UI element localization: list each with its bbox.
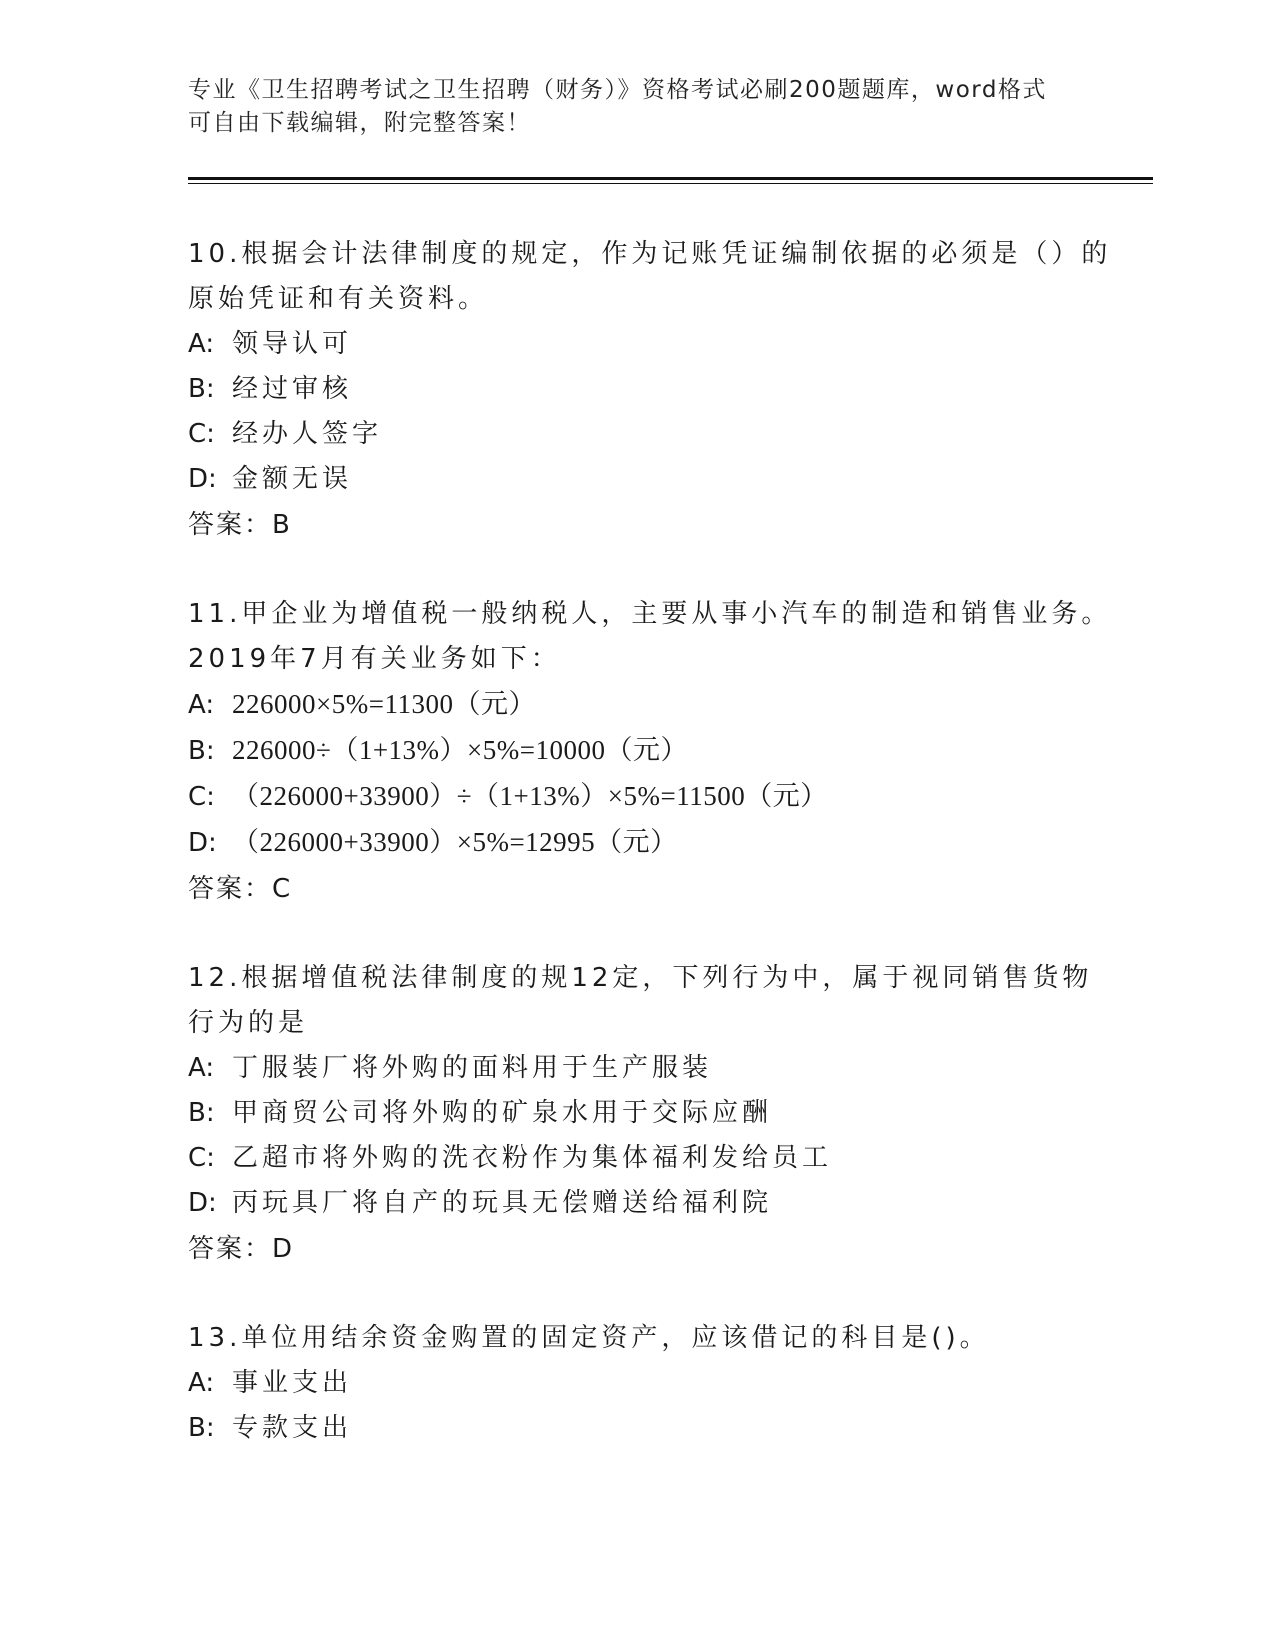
option-label: A: (188, 1053, 215, 1083)
question-stem-line: 2019年7月有关业务如下： (188, 644, 561, 674)
document-header (188, 74, 1078, 140)
option-text: 丁服装厂将外购的面料用于生产服装 (232, 1053, 713, 1083)
option-a (188, 682, 1088, 728)
option-text: 事业支出 (232, 1368, 353, 1398)
option-label: C: (188, 419, 215, 449)
option-text: 乙超市将外购的洗衣粉作为集体福利发给员工 (232, 1143, 833, 1173)
option-b (188, 1091, 1088, 1136)
option-label: D: (188, 464, 217, 494)
option-label: C: (188, 1143, 215, 1173)
question-list (188, 232, 1112, 1495)
header-line-2: 可自由下载编辑，附完整答案！ (188, 110, 531, 136)
option-label: B: (188, 374, 215, 404)
option-b (188, 1406, 1088, 1451)
option-c (188, 1136, 1088, 1181)
option-text: 丙玩具厂将自产的玩具无偿赠送给福利院 (232, 1188, 773, 1218)
option-d (188, 1181, 1088, 1226)
option-text: 经过审核 (232, 374, 353, 404)
question-12 (188, 956, 1093, 1272)
option-text: 226000×5%=11300（元） (232, 689, 536, 719)
option-b (188, 367, 1088, 412)
option-label: A: (188, 1368, 215, 1398)
question-stem-line: 原始凭证和有关资料。 (188, 284, 489, 314)
question-stem-line: 行为的是 (188, 1008, 309, 1038)
option-b (188, 728, 1088, 774)
option-text: （226000+33900）×5%=12995（元） (232, 827, 678, 857)
header-divider-thick (188, 177, 1153, 180)
option-text: 甲商贸公司将外购的矿泉水用于交际应酬 (232, 1098, 773, 1128)
header-divider-thin (188, 183, 1153, 184)
answer-line: 答案：B (188, 510, 292, 540)
option-c (188, 412, 1088, 457)
option-text: 226000÷（1+13%）×5%=10000（元） (232, 735, 688, 765)
option-text: 金额无误 (232, 464, 353, 494)
option-text: 领导认可 (232, 329, 353, 359)
option-c (188, 774, 1088, 820)
option-label: B: (188, 736, 215, 766)
question-10 (188, 232, 1112, 548)
question-stem-line: 12.根据增值税法律制度的规12定，下列行为中，属于视同销售货物 (188, 963, 1093, 993)
option-label: B: (188, 1413, 215, 1443)
option-label: B: (188, 1098, 215, 1128)
question-stem-line: 10.根据会计法律制度的规定，作为记账凭证编制依据的必须是（）的 (188, 239, 1112, 269)
option-a (188, 1046, 1088, 1091)
answer-line: 答案：D (188, 1234, 295, 1264)
option-text: 专款支出 (232, 1413, 353, 1443)
question-stem-line: 11.甲企业为增值税一般纳税人，主要从事小汽车的制造和销售业务。 (188, 599, 1112, 629)
option-label: A: (188, 690, 215, 720)
option-a (188, 1361, 1088, 1406)
option-label: D: (188, 1188, 217, 1218)
option-d (188, 457, 1088, 502)
option-label: C: (188, 782, 215, 812)
question-13 (188, 1316, 1088, 1451)
answer-line: 答案：C (188, 874, 293, 904)
option-label: D: (188, 828, 217, 858)
option-text: 经办人签字 (232, 419, 383, 449)
question-stem-line: 13.单位用结余资金购置的固定资产，应该借记的科目是()。 (188, 1323, 990, 1353)
option-a (188, 322, 1088, 367)
question-11 (188, 592, 1112, 912)
option-text: （226000+33900）÷（1+13%）×5%=11500（元） (232, 781, 828, 811)
option-d (188, 820, 1088, 866)
option-label: A: (188, 329, 215, 359)
header-line-1: 专业《卫生招聘考试之卫生招聘（财务）》资格考试必刷200题题库，word格式 (188, 77, 1047, 103)
